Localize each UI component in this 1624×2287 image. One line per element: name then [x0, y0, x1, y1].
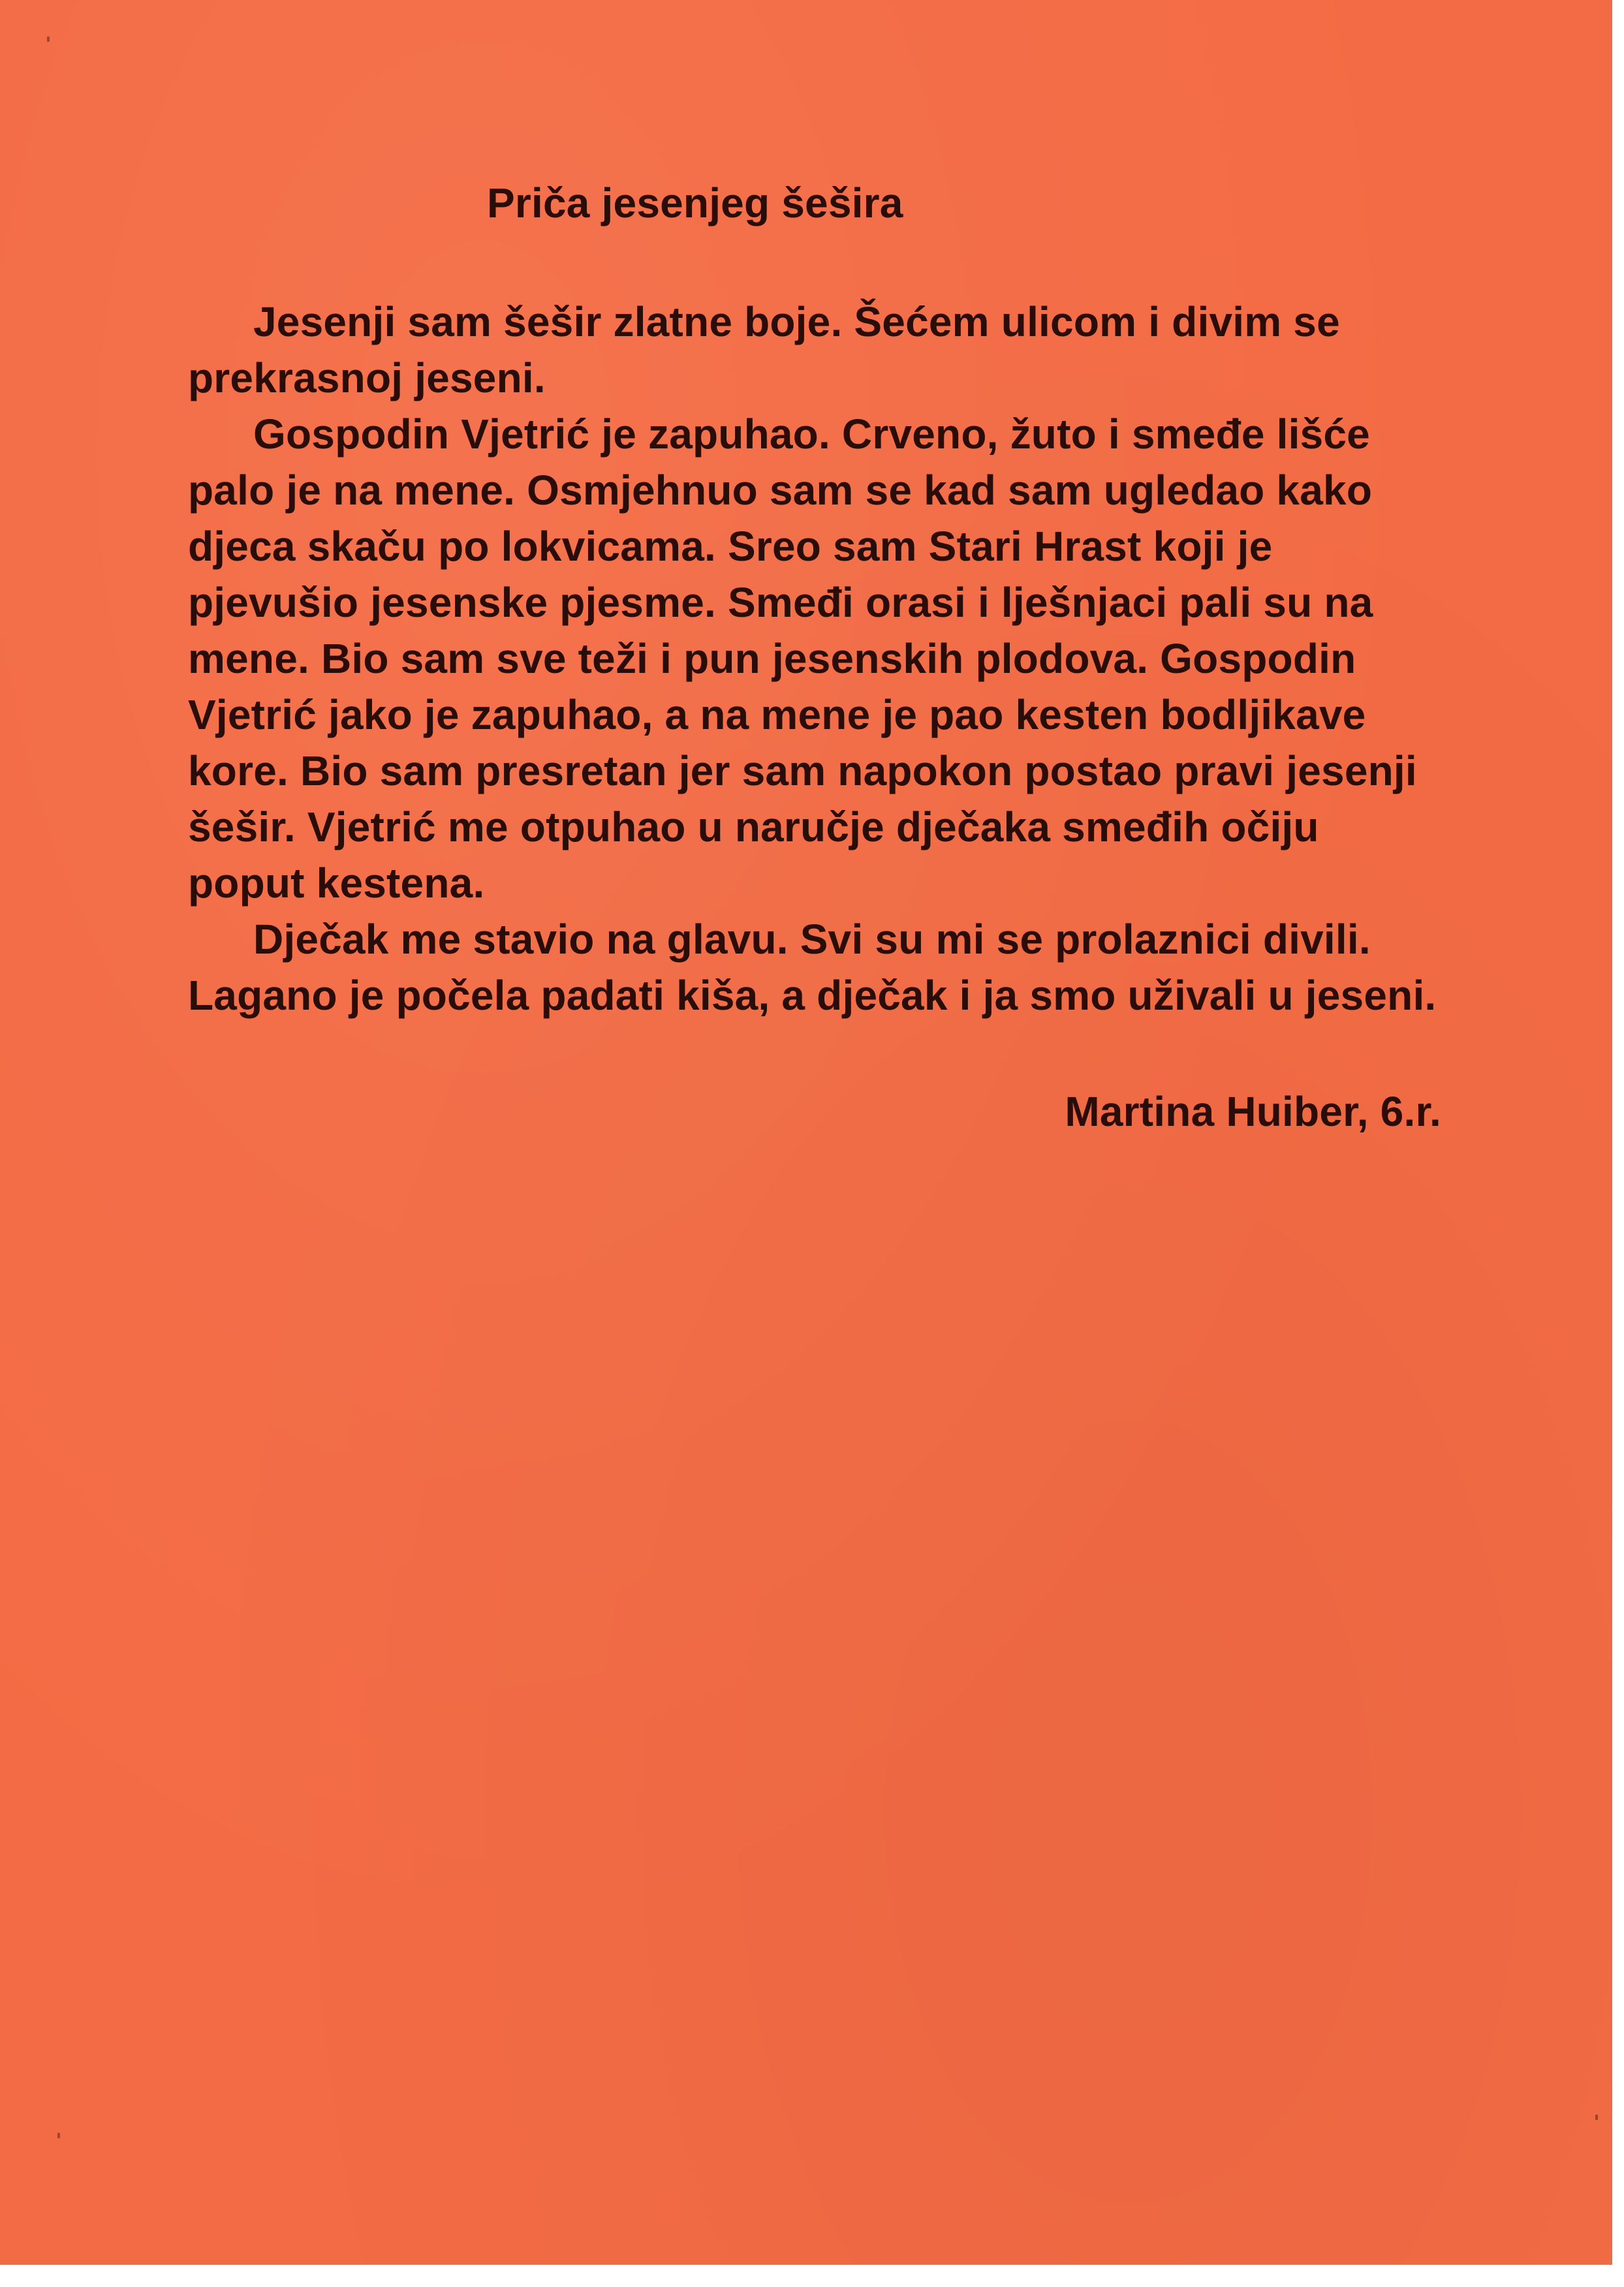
scan-speck — [47, 37, 50, 42]
scan-speck — [1595, 2115, 1598, 2120]
story-paragraph: Jesenji sam šešir zlatne boje. Šećem ulicom i divim se prekrasnoj jeseni. — [188, 298, 1340, 401]
scan-speck — [57, 2133, 60, 2138]
story-paragraph: Dječak me stavio na glavu. Svi su mi se prolaznici divili. Lagano je počela padati kiša, a dječak i ja smo uživali u jeseni. — [188, 916, 1437, 1019]
story-paragraph: Gospodin Vjetrić je zapuhao. Crveno, žuto i smeđe lišće palo je na mene. Osmjehnuo sam se kad sam ugledao kako djeca skaču po lokvicama. Sreo sam Stari Hrast koji je pjevušio jesenske pjesme. Smeđi orasi i lješnjaci pali su na mene. Bio sam sve teži i pun jesenskih plodova. Gospodin Vjetrić jako je zapuhao, a na mene je pao kesten bodljikave kore. Bio sam presretan jer sam napokon postao pravi jesenji šešir. Vjetrić me otpuhao u naručje dječaka smeđih očiju poput kestena. — [188, 411, 1417, 907]
story-title: Priča jesenjeg šešira — [487, 179, 903, 226]
author-signature: Martina Huiber, 6.r. — [1065, 1088, 1441, 1135]
story-body — [188, 175, 1441, 1140]
scan-border-bottom — [0, 2265, 1624, 2287]
scan-border-right — [1612, 0, 1624, 2287]
